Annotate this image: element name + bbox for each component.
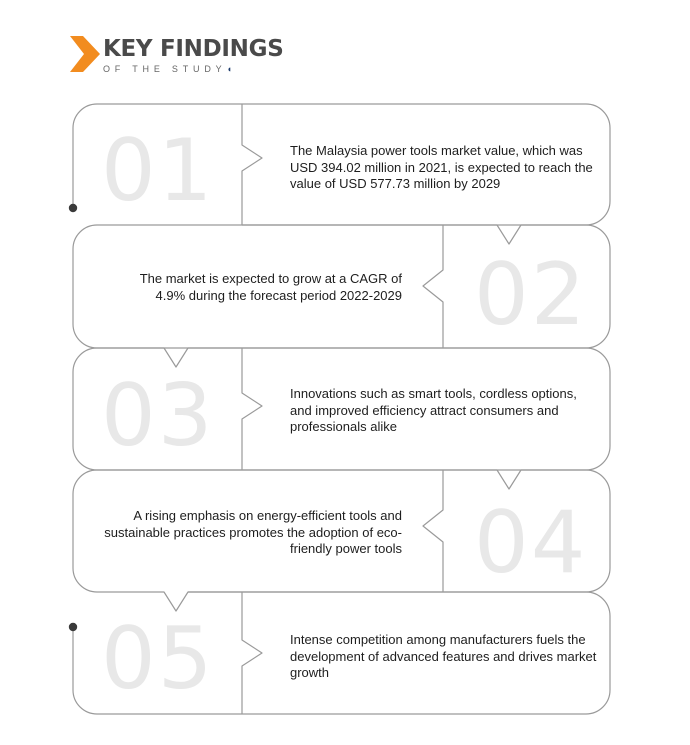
finding-text-1: The Malaysia power tools market value, which was USD 394.02 million in 2021, is expected to reach the value of USD 577.73 million by 2029 — [290, 143, 593, 191]
page-title: KEY FINDINGS — [103, 36, 284, 62]
finding-text-3: Innovations such as smart tools, cordless options, and improved efficiency attract consumers and professionals alike — [290, 386, 577, 434]
finding-number-5: 05 — [101, 609, 215, 709]
finding-box-5-divider — [242, 592, 262, 714]
finding-number-1: 01 — [101, 121, 215, 221]
subtitle-dot-icon: ◖ — [226, 64, 232, 74]
finding-box-1-divider — [242, 104, 262, 225]
finding-number-4: 04 — [474, 493, 588, 593]
finding-text-4: A rising emphasis on energy-efficient tools and sustainable practices promotes the adoption of eco-friendly power tools — [104, 508, 402, 556]
page-subtitle: OF THE STUDY◖ — [103, 64, 232, 74]
connector-dot-bottom — [69, 623, 77, 631]
finding-box-2-divider — [423, 225, 443, 348]
connector-dot-top — [69, 204, 77, 212]
finding-text-5: Intense competition among manufacturers fuels the development of advanced features and drives market growth — [290, 632, 597, 680]
finding-text-2: The market is expected to grow at a CAGR of 4.9% during the forecast period 2022-2029 — [139, 271, 402, 303]
finding-box-3-divider — [242, 348, 262, 470]
finding-number-2: 02 — [474, 245, 588, 345]
finding-box-4-divider — [423, 470, 443, 592]
finding-number-3: 03 — [101, 366, 215, 466]
